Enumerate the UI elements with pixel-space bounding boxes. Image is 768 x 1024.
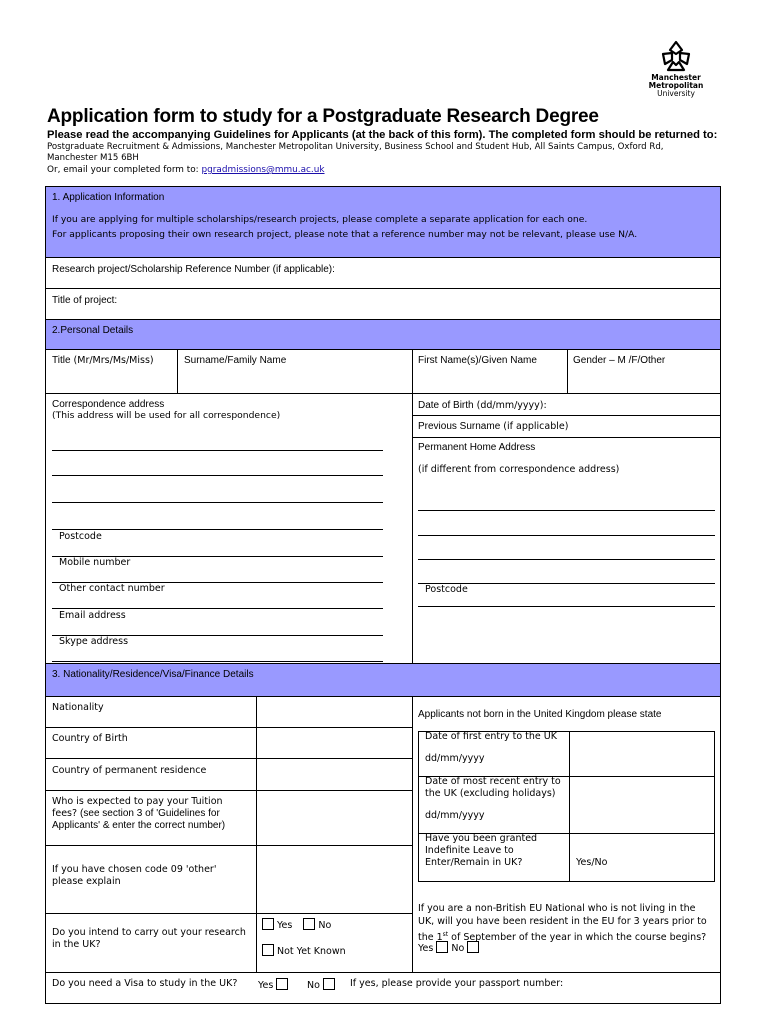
research-uk-yes-no: Yes No	[262, 918, 331, 932]
perm-postcode-field[interactable]	[418, 606, 715, 607]
country-birth-label: Country of Birth	[52, 733, 128, 744]
recent-entry-line1: Date of most recent entry to	[425, 776, 561, 787]
recent-entry-format: dd/mm/yyyy	[425, 810, 485, 821]
visa-label: Do you need a Visa to study in the UK?	[52, 978, 238, 989]
email-label: Email address	[59, 610, 126, 621]
not-born-uk-label: Applicants not born in the United Kingdom please state	[418, 709, 662, 720]
intro-email-line	[47, 164, 727, 176]
university-logo	[636, 40, 716, 98]
logo-line3: University	[657, 89, 695, 98]
first-entry-format: dd/mm/yyyy	[425, 753, 485, 764]
ilr-line1: Have you been granted	[425, 833, 538, 844]
passport-label: If yes, please provide your passport number:	[350, 978, 564, 989]
section1-note1: If you are applying for multiple scholarships/research projects, please complete a separate application for each one.	[52, 214, 588, 225]
research-yes-checkbox[interactable]	[262, 918, 274, 930]
ref-number-label: Research project/Scholarship Reference Number (if applicable):	[52, 264, 335, 275]
permanent-address-hint: (if different from correspondence address)	[418, 464, 620, 475]
fees-label-line2: fees? (see section 3 of 'Guidelines for	[52, 808, 220, 819]
page-title: Application form to study for a Postgraduate Research Degree	[47, 106, 599, 127]
first-name-label: First Name(s)/Given Name	[418, 355, 537, 366]
gender-label: Gender – M /F/Other	[573, 355, 666, 366]
section2-heading: 2.Personal Details	[52, 325, 134, 336]
address-line-1[interactable]	[52, 450, 383, 451]
intro-instructions: Please read the accompanying Guidelines for Applicants (at the back of this form). The completed form should be returned to:	[47, 129, 718, 141]
surname-label: Surname/Family Name	[184, 355, 287, 366]
fees-label-line3: Applicants' & enter the correct number)	[52, 820, 226, 831]
intro-address-line1: Postgraduate Recruitment & Admissions, Manchester Metropolitan University, Business School and Student Hub, All Saints Campus, Oxford Rd,	[47, 142, 664, 152]
eu-national-line1: If you are a non-British EU National who is not living in the	[418, 903, 696, 914]
permanent-address-label: Permanent Home Address	[418, 442, 536, 453]
perm-address-line-1[interactable]	[418, 510, 715, 511]
perm-address-line-2[interactable]	[418, 535, 715, 536]
eu-national-yes-no: Yes No	[418, 941, 479, 955]
research-uk-line2: in the UK?	[52, 939, 101, 950]
eu-national-line2: UK, will you have been resident in the EU for 3 years prior to	[418, 916, 707, 927]
research-uk-not-known: Not Yet Known	[262, 944, 346, 958]
intro-block	[47, 129, 727, 176]
project-title-label: Title of project:	[52, 295, 118, 306]
recent-entry-line2: the UK (excluding holidays)	[425, 788, 556, 799]
fees-label-line1: Who is expected to pay your Tuition	[52, 796, 223, 807]
section1-note2: For applicants proposing their own research project, please note that a reference number may not be relevant, please use N/A.	[52, 229, 638, 240]
research-not-known-checkbox[interactable]	[262, 944, 274, 956]
eu-no-checkbox[interactable]	[467, 941, 479, 953]
section2-band	[46, 320, 720, 349]
other-code-line1: If you have chosen code 09 'other'	[52, 864, 217, 875]
skype-label: Skype address	[59, 636, 129, 647]
email-prefix: Or, email your completed form to:	[47, 165, 202, 175]
address-line-2[interactable]	[52, 475, 383, 476]
logo-line2: Metropolitan	[648, 81, 704, 90]
country-residence-label: Country of permanent residence	[52, 765, 207, 776]
ilr-line3: Enter/Remain in UK?	[425, 857, 523, 868]
address-line-3[interactable]	[52, 502, 383, 503]
research-no-checkbox[interactable]	[303, 918, 315, 930]
correspondence-address-hint: (This address will be used for all correspondence)	[52, 410, 281, 421]
section1-heading: 1. Application Information	[52, 192, 165, 203]
eu-yes-checkbox[interactable]	[436, 941, 448, 953]
title-field-label: Title (Mr/Mrs/Ms/Miss)	[52, 355, 154, 366]
previous-surname-label: Previous Surname (if applicable)	[418, 421, 569, 432]
ilr-line2: Indefinite Leave to	[425, 845, 514, 856]
intro-address-line2: Manchester M15 6BH	[47, 153, 139, 163]
logo-emblem-icon	[659, 40, 693, 74]
visa-no-option: No	[307, 978, 335, 992]
visa-no-checkbox[interactable]	[323, 978, 335, 990]
other-contact-field[interactable]	[52, 608, 383, 609]
visa-yes-option: Yes	[258, 978, 288, 992]
perm-address-line-3[interactable]	[418, 559, 715, 560]
perm-postcode-label: Postcode	[425, 584, 468, 595]
correspondence-address-label: Correspondence address	[52, 399, 165, 410]
other-code-line2: please explain	[52, 876, 121, 887]
visa-yes-checkbox[interactable]	[276, 978, 288, 990]
dob-label: Date of Birth (dd/mm/yyyy):	[418, 400, 547, 411]
eu-national-line3: the 1st of September of the year in which the course begins?	[418, 931, 707, 944]
ilr-yes-no: Yes/No	[576, 857, 608, 868]
skype-field[interactable]	[52, 661, 383, 662]
other-contact-label: Other contact number	[59, 583, 165, 594]
nationality-label: Nationality	[52, 702, 104, 713]
first-entry-label: Date of first entry to the UK	[425, 731, 557, 742]
logo-line1: Manchester	[651, 73, 701, 82]
address-line-4[interactable]	[52, 529, 383, 530]
mobile-label: Mobile number	[59, 557, 131, 568]
section3-heading: 3. Nationality/Residence/Visa/Finance Details	[52, 669, 254, 680]
research-uk-line1: Do you intend to carry out your research	[52, 927, 246, 938]
postcode-label: Postcode	[59, 531, 102, 542]
email-link[interactable]: pgradmissions@mmu.ac.uk	[201, 165, 325, 175]
